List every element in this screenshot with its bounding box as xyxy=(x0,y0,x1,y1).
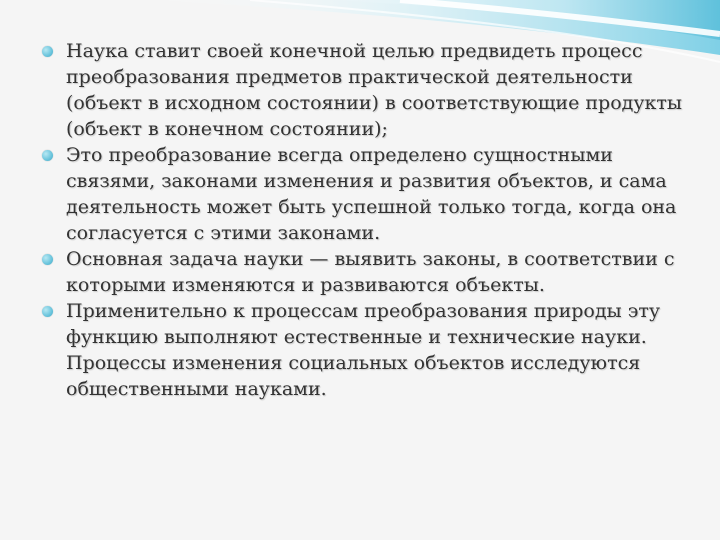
bullet-text: Это преобразование всегда определено сущностными связями, законами изменения и развития объектов, и сама деятельность может быть успешной только тогда, когда она согласуется с этими законами. xyxy=(66,144,677,244)
bullet-text: Применительно к процессам преобразования природы эту функцию выполняют естественные и технические науки. Процессы изменения социальных объектов исследуются общественными науками. xyxy=(66,300,661,400)
circle-bullet-icon xyxy=(42,254,53,265)
bullet-item-3 xyxy=(42,246,687,298)
bullet-text: Основная задача науки — выявить законы, в соответствии с которыми изменяются и развиваются объекты. xyxy=(66,248,675,296)
bullet-item-2 xyxy=(42,142,687,246)
circle-bullet-icon xyxy=(42,150,53,161)
circle-bullet-icon xyxy=(42,306,53,317)
bullet-item-4 xyxy=(42,298,687,402)
bullet-text: Наука ставит своей конечной целью предвидеть процесс преобразования предметов практической деятельности (объект в исходном состоянии) в соответствующие продукты (объект в конечном состоянии); xyxy=(66,40,683,140)
circle-bullet-icon xyxy=(42,46,53,57)
content-area xyxy=(42,38,687,402)
bullet-item-1 xyxy=(42,38,687,142)
bullet-list xyxy=(42,38,687,402)
